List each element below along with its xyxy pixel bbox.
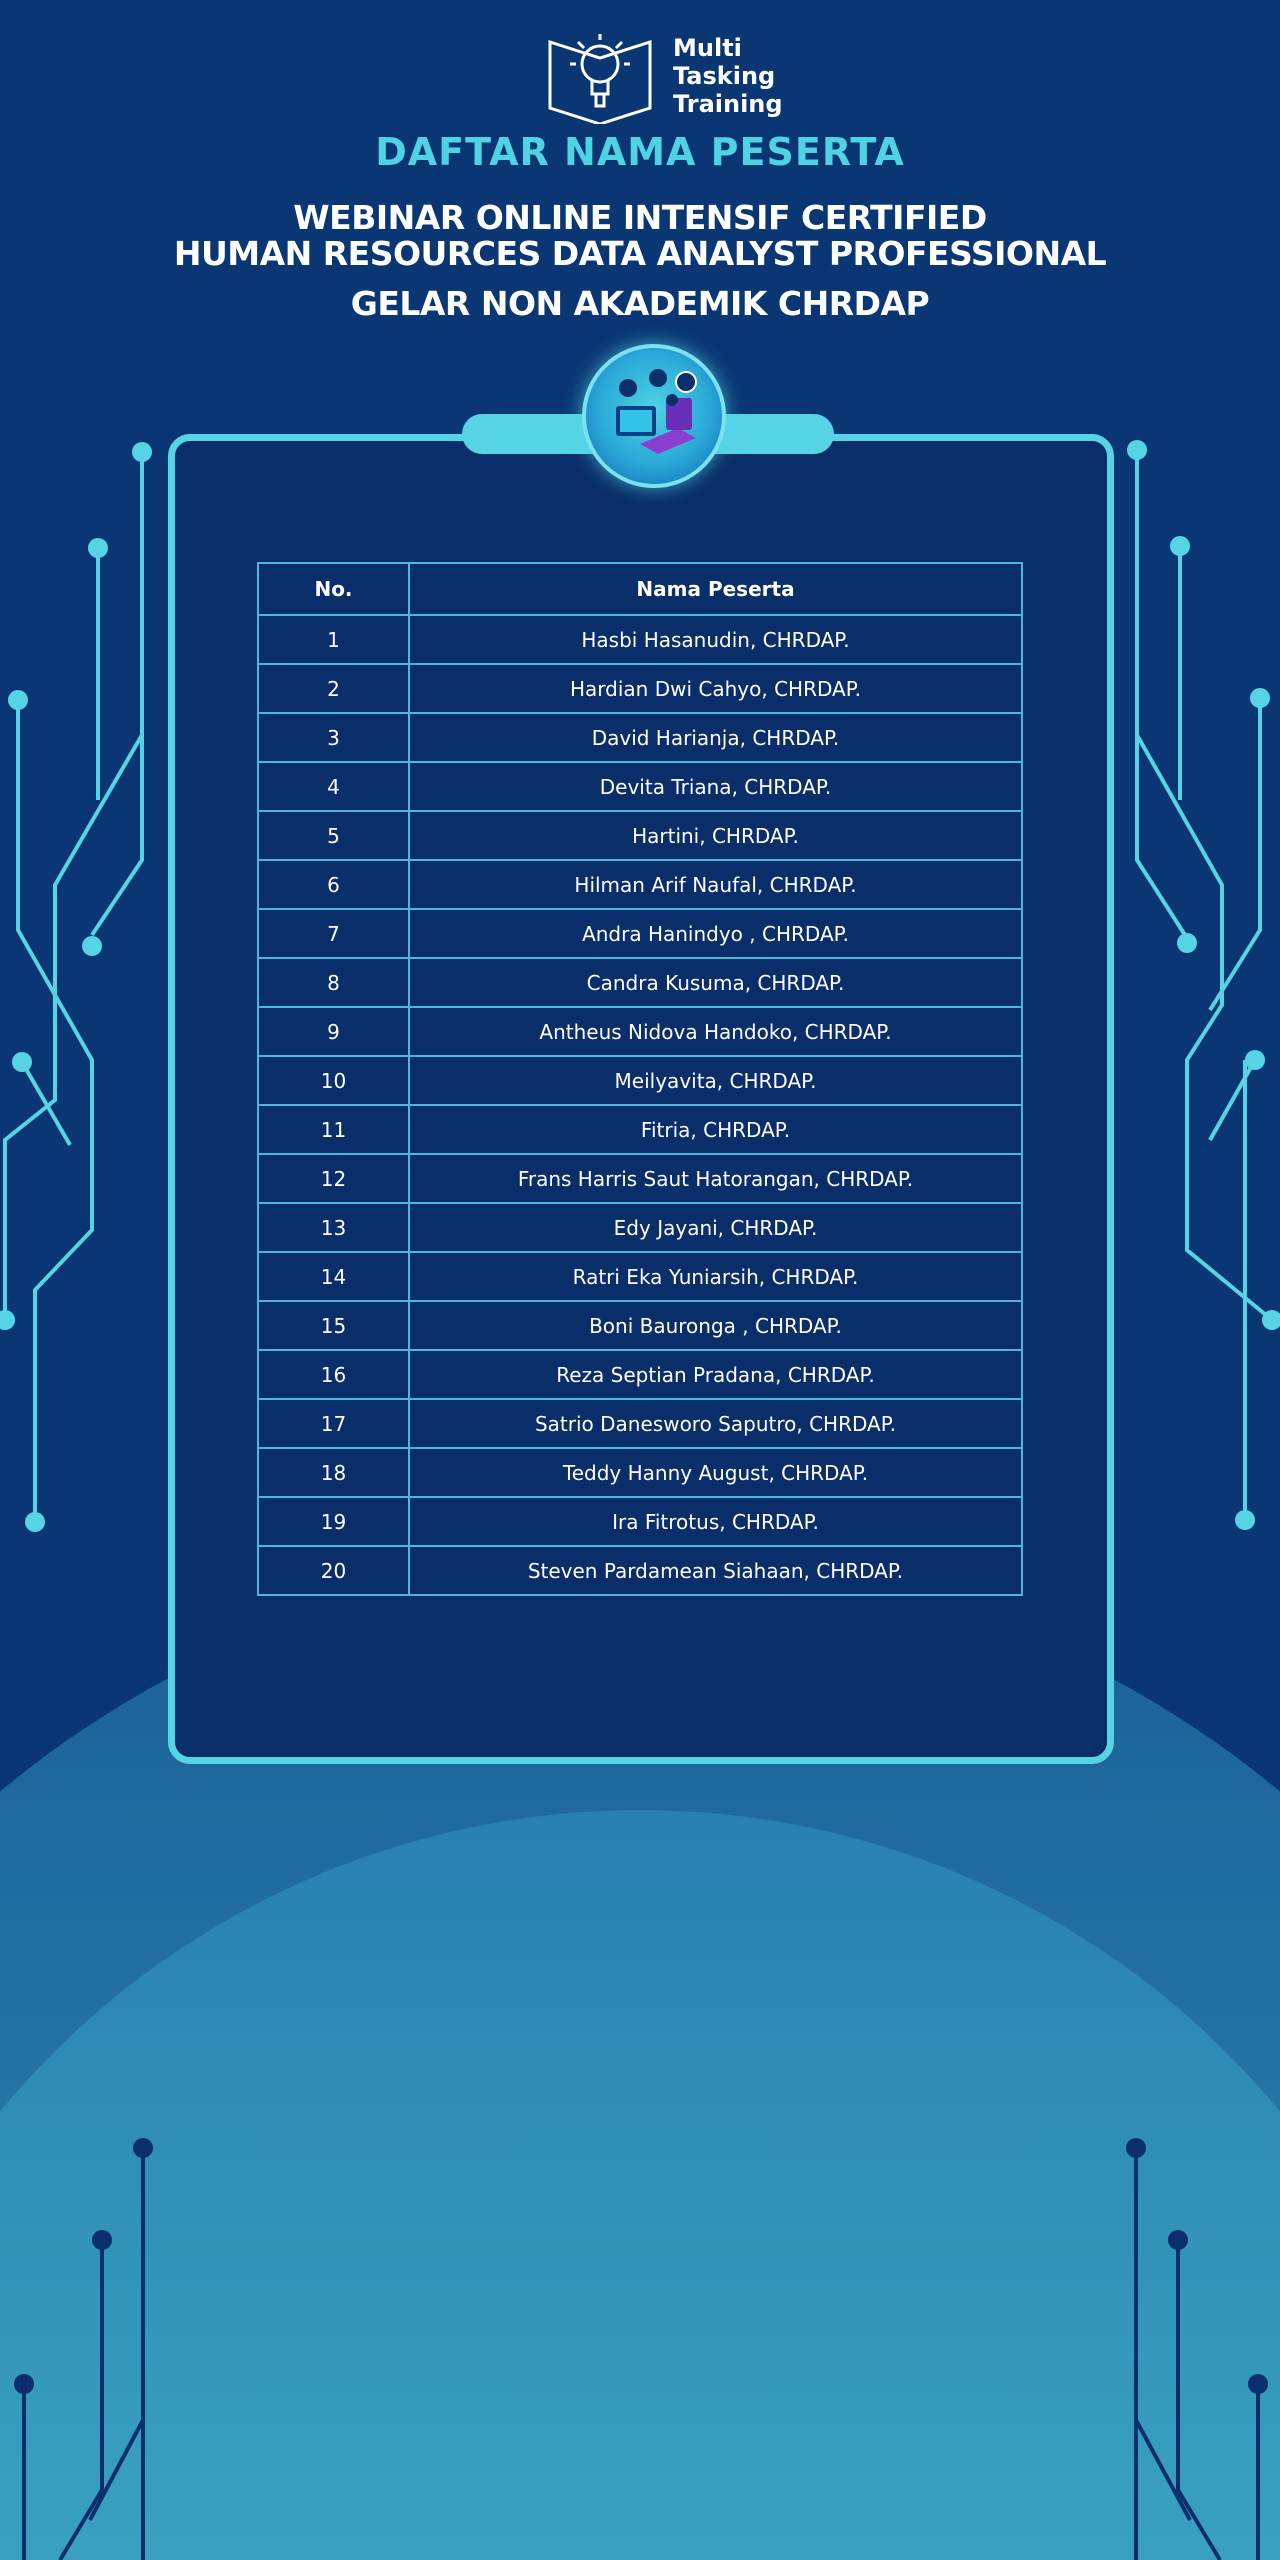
participant-name-cell: Ira Fitrotus, CHRDAP.: [409, 1497, 1022, 1546]
participant-name-cell: Satrio Danesworo Saputro, CHRDAP.: [409, 1399, 1022, 1448]
table-row: [258, 1203, 1022, 1252]
circuit-dots-right: [1127, 440, 1280, 1530]
participant-table: [257, 562, 1023, 1596]
brand-line-2: Tasking: [673, 62, 776, 90]
participant-name-cell: Antheus Nidova Handoko, CHRDAP.: [409, 1007, 1022, 1056]
circuit-lines-left: [5, 452, 142, 1522]
row-number-cell: 3: [258, 713, 409, 762]
table-row: [258, 1105, 1022, 1154]
brand-line-3: Training: [673, 90, 783, 118]
circuit-lines-right: [1137, 450, 1272, 1520]
table-row: [258, 1007, 1022, 1056]
column-header-number: No.: [258, 563, 409, 615]
title-line-1: WEBINAR ONLINE INTENSIF CERTIFIED: [293, 198, 987, 237]
table-row: [258, 909, 1022, 958]
row-number-cell: 9: [258, 1007, 409, 1056]
row-number-cell: 5: [258, 811, 409, 860]
participant-name-cell: David Harianja, CHRDAP.: [409, 713, 1022, 762]
participant-name-cell: Andra Hanindyo , CHRDAP.: [409, 909, 1022, 958]
brand-line-1: Multi: [673, 34, 742, 62]
page-heading: DAFTAR NAMA PESERTA: [375, 130, 905, 174]
participant-name-cell: Meilyavita, CHRDAP.: [409, 1056, 1022, 1105]
row-number-cell: 11: [258, 1105, 409, 1154]
participant-name-cell: Ratri Eka Yuniarsih, CHRDAP.: [409, 1252, 1022, 1301]
participant-name-cell: Hartini, CHRDAP.: [409, 811, 1022, 860]
row-number-cell: 18: [258, 1448, 409, 1497]
title-line-3: GELAR NON AKADEMIK CHRDAP: [350, 284, 930, 323]
participant-name-cell: Candra Kusuma, CHRDAP.: [409, 958, 1022, 1007]
row-number-cell: 6: [258, 860, 409, 909]
table-row: [258, 958, 1022, 1007]
table-body: [258, 615, 1022, 1595]
row-number-cell: 17: [258, 1399, 409, 1448]
table-row: [258, 811, 1022, 860]
row-number-cell: 20: [258, 1546, 409, 1595]
participant-name-cell: Hilman Arif Naufal, CHRDAP.: [409, 860, 1022, 909]
table-header-row: [258, 563, 1022, 615]
row-number-cell: 14: [258, 1252, 409, 1301]
title-line-2: HUMAN RESOURCES DATA ANALYST PROFESSIONAL: [173, 234, 1107, 273]
table-row: [258, 713, 1022, 762]
circuit-dots-left: [0, 442, 152, 1532]
table-row: [258, 1252, 1022, 1301]
participant-name-cell: Fitria, CHRDAP.: [409, 1105, 1022, 1154]
row-number-cell: 2: [258, 664, 409, 713]
participant-name-cell: Teddy Hanny August, CHRDAP.: [409, 1448, 1022, 1497]
table-row: [258, 1448, 1022, 1497]
table-row: [258, 664, 1022, 713]
row-number-cell: 16: [258, 1350, 409, 1399]
participant-name-cell: Boni Bauronga , CHRDAP.: [409, 1301, 1022, 1350]
data-analytics-illustration-icon: [582, 344, 726, 488]
table-row: [258, 1497, 1022, 1546]
brand-name: [673, 34, 783, 118]
participant-name-cell: Hasbi Hasanudin, CHRDAP.: [409, 615, 1022, 664]
table-row: [258, 1399, 1022, 1448]
row-number-cell: 10: [258, 1056, 409, 1105]
table-row: [258, 1350, 1022, 1399]
row-number-cell: 15: [258, 1301, 409, 1350]
participant-name-cell: Edy Jayani, CHRDAP.: [409, 1203, 1022, 1252]
column-header-name: Nama Peserta: [409, 563, 1022, 615]
row-number-cell: 8: [258, 958, 409, 1007]
table-row: [258, 1301, 1022, 1350]
table-row: [258, 1056, 1022, 1105]
row-number-cell: 1: [258, 615, 409, 664]
row-number-cell: 4: [258, 762, 409, 811]
row-number-cell: 19: [258, 1497, 409, 1546]
participant-name-cell: Frans Harris Saut Hatorangan, CHRDAP.: [409, 1154, 1022, 1203]
table-row: [258, 1154, 1022, 1203]
table-row: [258, 762, 1022, 811]
table-row: [258, 860, 1022, 909]
table-row: [258, 1546, 1022, 1595]
row-number-cell: 7: [258, 909, 409, 958]
participant-name-cell: Reza Septian Pradana, CHRDAP.: [409, 1350, 1022, 1399]
participant-name-cell: Steven Pardamean Siahaan, CHRDAP.: [409, 1546, 1022, 1595]
table-row: [258, 615, 1022, 664]
participant-name-cell: Hardian Dwi Cahyo, CHRDAP.: [409, 664, 1022, 713]
participant-name-cell: Devita Triana, CHRDAP.: [409, 762, 1022, 811]
row-number-cell: 12: [258, 1154, 409, 1203]
row-number-cell: 13: [258, 1203, 409, 1252]
